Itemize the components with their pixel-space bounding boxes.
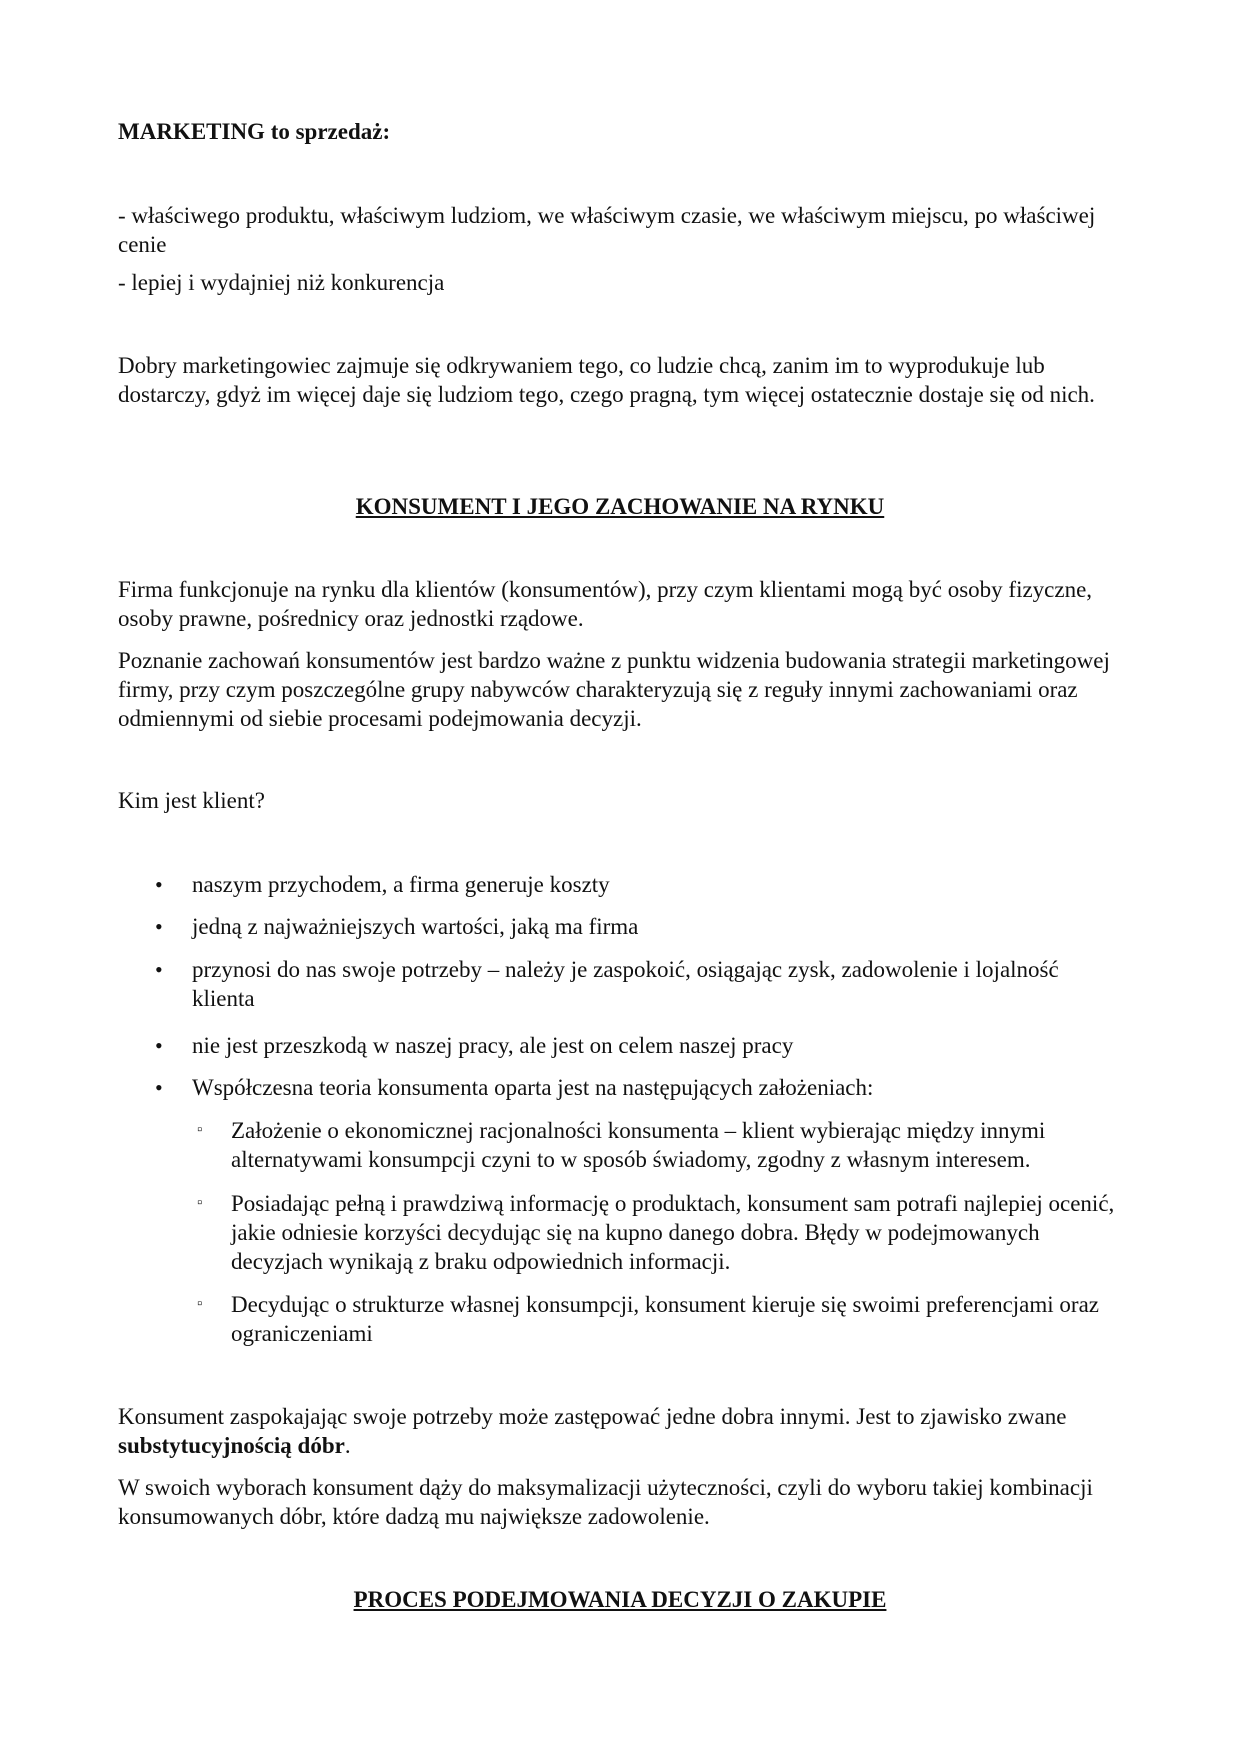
intro-paragraph: Dobry marketingowiec zajmuje się odkrywaniem tego, co ludzie chcą, zanim im to wyprodukuje lub dostarczy, gdyż im więcej daje się ludziom tego, czego pragną, tym więcej ostatecznie dostaje się od nich. xyxy=(118,353,1095,407)
sub-bullet-item: Założenie o ekonomicznej racjonalności konsumenta – klient wybierając między innymi alternatywami konsumpcji czyni to w sposób świadomy, zgodny z własnym interesem. xyxy=(231,1118,1046,1172)
paragraph-utility: W swoich wyborach konsument dąży do maksymalizacji użyteczności, czyli do wyboru takiej kombinacji konsumowanych dóbr, które dadzą mu największe zadowolenie. xyxy=(118,1475,1093,1529)
bullet-marker: • xyxy=(155,1033,163,1058)
intro-line-1: - właściwego produktu, właściwym ludziom, we właściwym czasie, we właściwym miejscu, po właściwej cenie xyxy=(118,203,1096,257)
bullet-marker: • xyxy=(155,957,163,982)
bullet-item: Współczesna teoria konsumenta oparta jest na następujących założeniach: xyxy=(192,1075,874,1100)
sub-bullet-marker: ▫ xyxy=(197,1296,203,1312)
bullet-item: jedną z najważniejszych wartości, jaką ma firma xyxy=(192,914,639,939)
section-heading-consumer: KONSUMENT I JEGO ZACHOWANIE NA RYNKU xyxy=(355,494,885,519)
substitution-text-end: . xyxy=(344,1433,351,1458)
sub-bullet-item: Decydując o strukturze własnej konsumpcji, konsument kieruje się swoimi preferencjami oraz ograniczeniami xyxy=(231,1292,1099,1346)
bullet-item: naszym przychodem, a firma generuje koszty xyxy=(192,872,610,897)
section-heading-purchase-process: PROCES PODEJMOWANIA DECYZJI O ZAKUPIE xyxy=(353,1587,887,1612)
bullet-marker: • xyxy=(155,1075,163,1100)
bullet-item: nie jest przeszkodą w naszej pracy, ale jest on celem naszej pracy xyxy=(192,1033,794,1058)
sub-bullet-item: Posiadając pełną i prawdziwą informację o produktach, konsument sam potrafi najlepiej ocenić, jakie odniesie korzyści decydując się na kupno danego dobra. Błędy w podejmowanych decyzjach wynikają z braku odpowiednich informacji. xyxy=(231,1191,1115,1274)
paragraph-behaviour: Poznanie zachowań konsumentów jest bardzo ważne z punktu widzenia budowania strategii marketingowej firmy, przy czym poszczególne grupy nabywców charakteryzują się z reguły innymi zachowaniami oraz odmiennymi od siebie procesami podejmowania decyzji. xyxy=(118,648,1110,731)
paragraph-substitution xyxy=(118,1402,1128,1460)
substitution-term: substytucyjnością dóbr xyxy=(118,1433,345,1458)
paragraph-firm: Firma funkcjonuje na rynku dla klientów (konsumentów), przy czym klientami mogą być osoby fizyczne, osoby prawne, pośrednicy oraz jednostki rządowe. xyxy=(118,577,1093,631)
intro-line-2: - lepiej i wydajniej niż konkurencja xyxy=(118,270,445,295)
bullet-item: przynosi do nas swoje potrzeby – należy je zaspokoić, osiągając zysk, zadowolenie i lojalność klienta xyxy=(192,957,1059,1011)
question-who-is-client: Kim jest klient? xyxy=(118,788,265,813)
sub-bullet-marker: ▫ xyxy=(197,1122,203,1138)
bullet-marker: • xyxy=(155,872,163,897)
bullet-marker: • xyxy=(155,914,163,939)
sub-bullet-marker: ▫ xyxy=(197,1195,203,1211)
document-title: MARKETING to sprzedaż: xyxy=(118,119,391,144)
substitution-text-start: Konsument zaspokajając swoje potrzeby może zastępować jedne dobra innymi. Jest to zjawisko zwane xyxy=(118,1404,1067,1429)
